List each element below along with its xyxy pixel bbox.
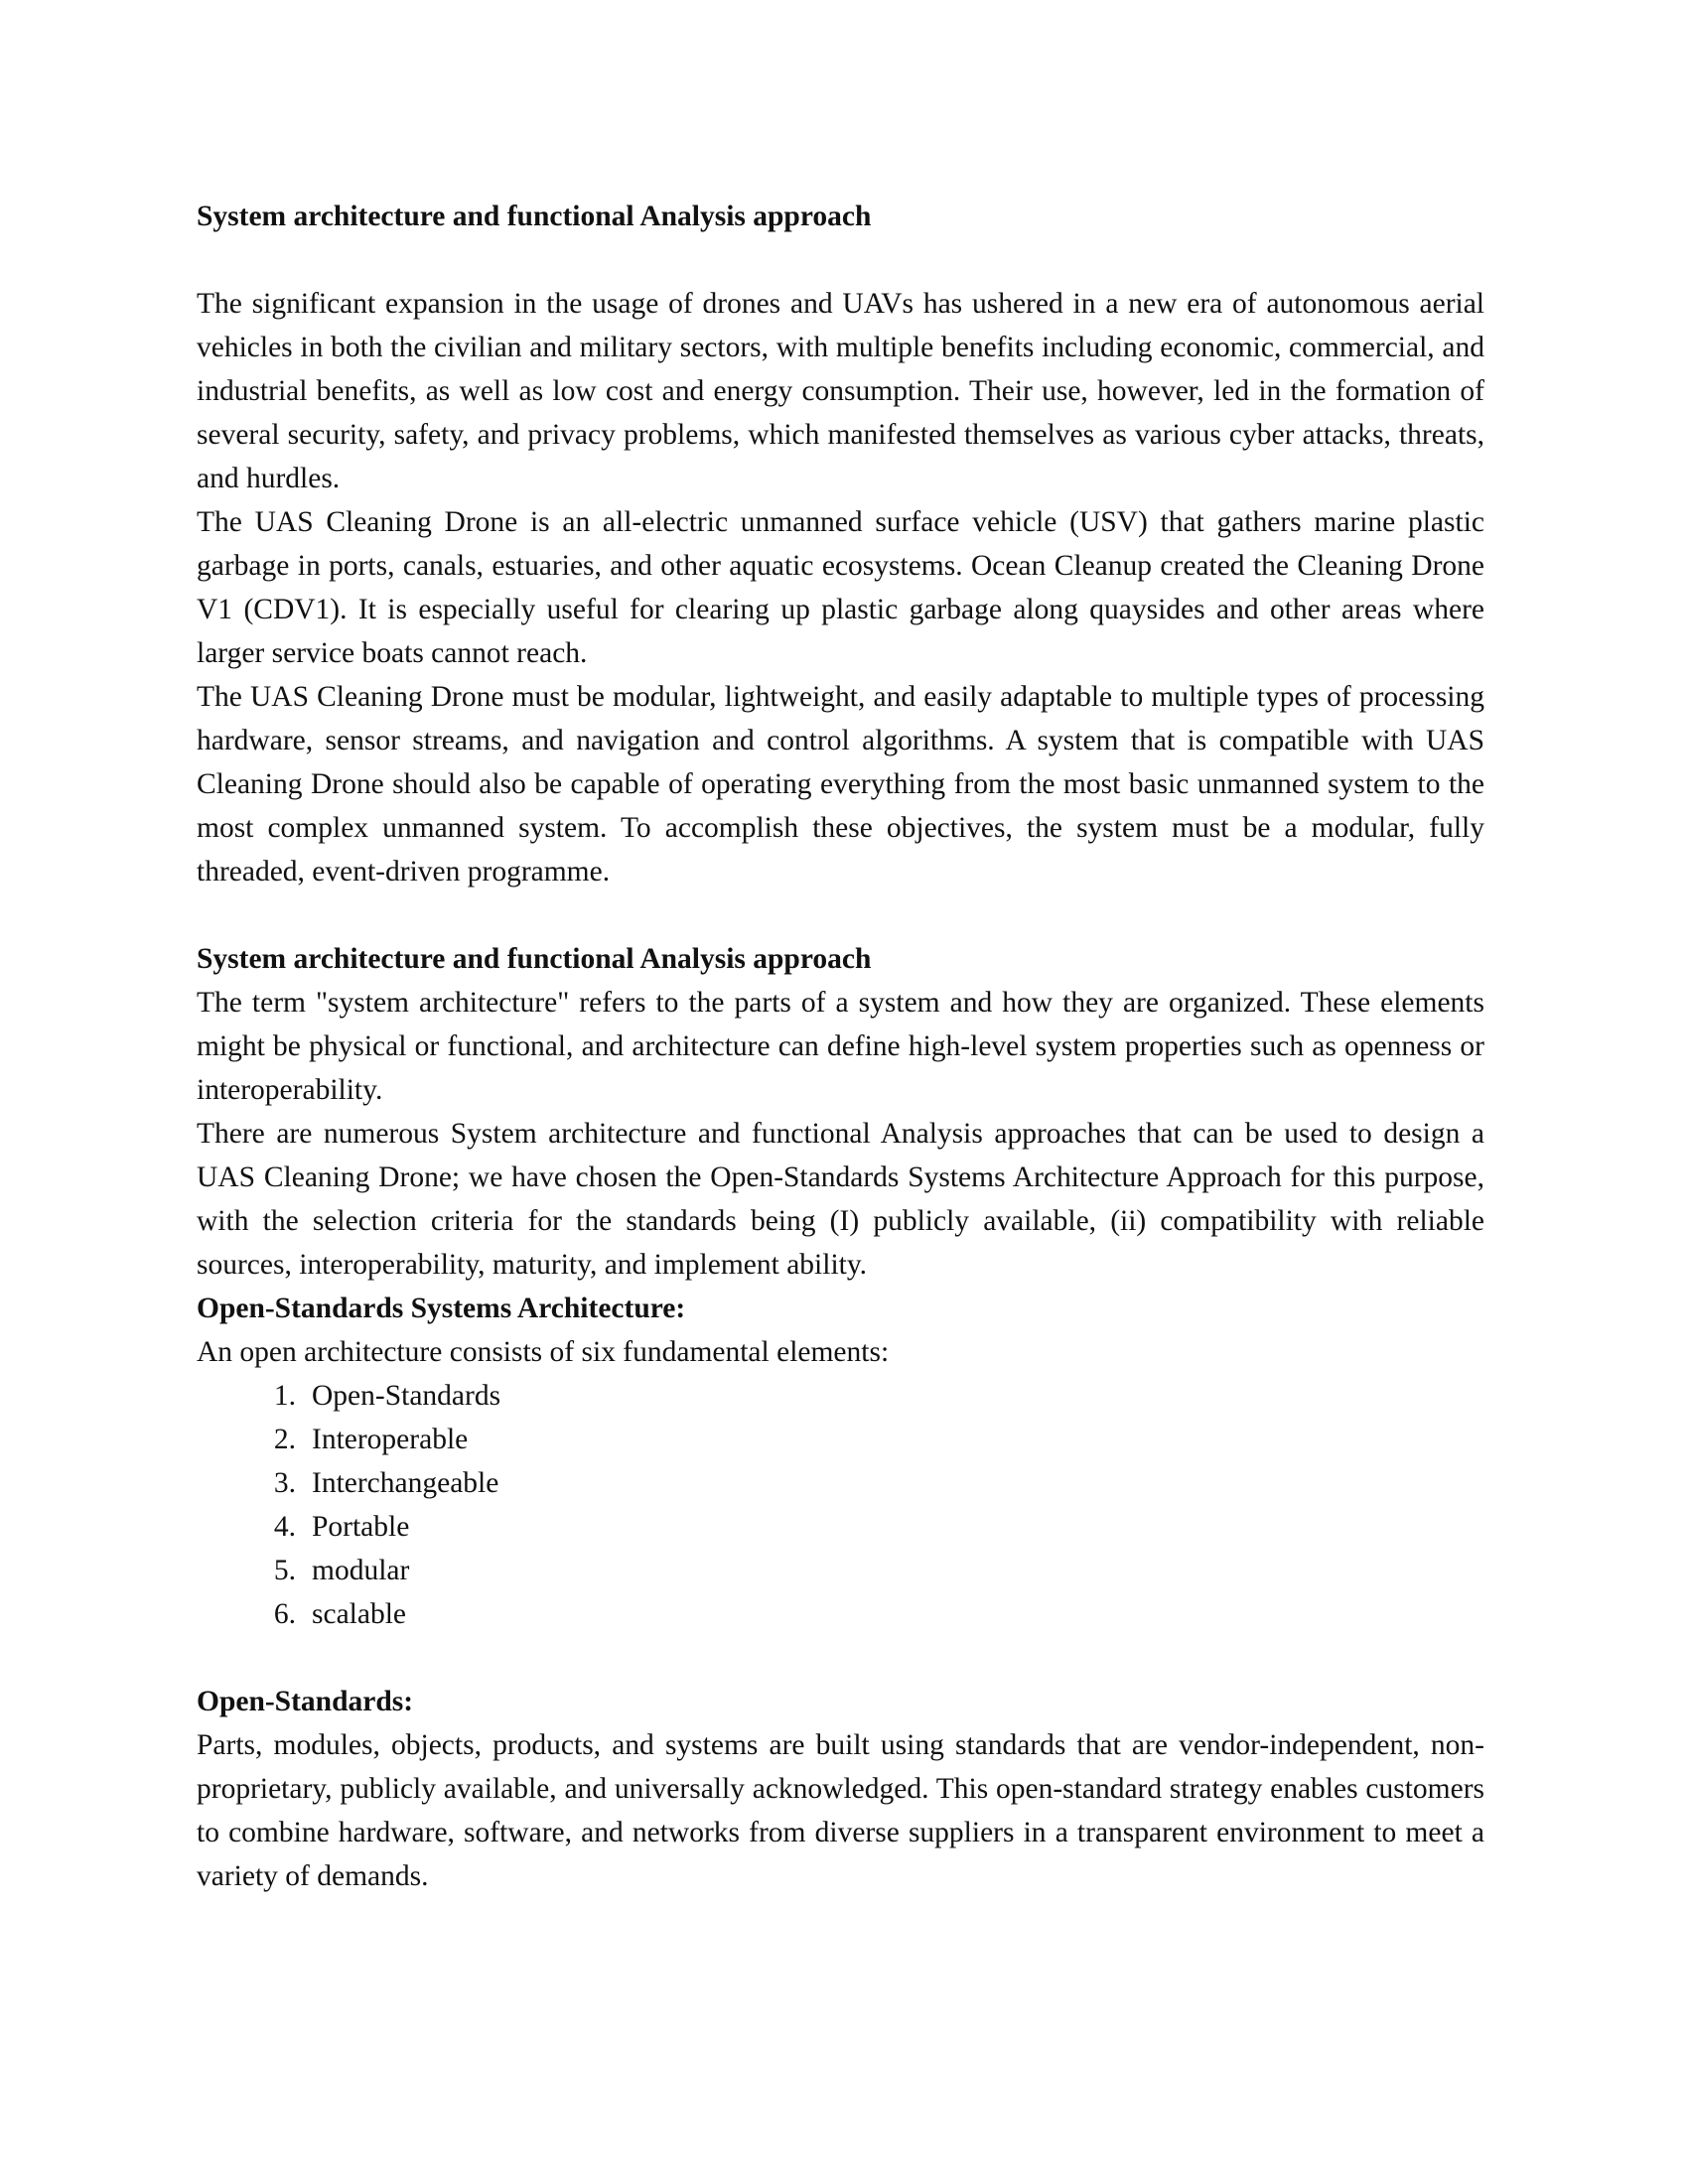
list-item-text: Interchangeable bbox=[312, 1467, 499, 1499]
list-item bbox=[197, 1592, 1484, 1636]
paragraph-drones-expansion: The significant expansion in the usage of drones and UAVs has ushered in a new era of autonomous aerial vehicles in both the civilian and military sectors, with multiple benefits including economic, commercial, and industrial benefits, as well as low cost and energy consumption. Their use, however, led in the formation of several security, safety, and privacy problems, which manifested themselves as various cyber attacks, threats, and hurdles. bbox=[197, 288, 1484, 494]
list-item bbox=[197, 1549, 1484, 1592]
section-heading-open-standards: Open-Standards: bbox=[197, 1686, 414, 1717]
list-item-text: Open-Standards bbox=[312, 1380, 501, 1412]
document-page bbox=[197, 195, 1484, 1898]
list-item-text: Interoperable bbox=[312, 1424, 469, 1455]
list-item bbox=[197, 1505, 1484, 1549]
list-item-number: 4. bbox=[273, 1511, 296, 1543]
section-heading-architecture: System architecture and functional Analysis approach bbox=[197, 943, 872, 975]
paragraph-open-standards-definition: Parts, modules, objects, products, and systems are built using standards that are vendor-independent, non-proprietary, publicly available, and universally acknowledged. This open-standard strategy enables customers to combine hardware, software, and networks from diverse suppliers in a transparent environment to meet a variety of demands. bbox=[197, 1729, 1484, 1892]
list-item bbox=[197, 1461, 1484, 1505]
list-item-text: modular bbox=[312, 1555, 410, 1586]
list-item-number: 2. bbox=[273, 1424, 296, 1455]
list-item-text: Portable bbox=[312, 1511, 410, 1543]
list-item-number: 6. bbox=[273, 1598, 296, 1630]
list-item-number: 5. bbox=[273, 1555, 296, 1586]
elements-list bbox=[197, 1374, 1484, 1636]
paragraph-six-elements-intro: An open architecture consists of six fundamental elements: bbox=[197, 1336, 890, 1368]
paragraph-system-architecture-definition: The term "system architecture" refers to the parts of a system and how they are organized. These elements might be physical or functional, and architecture can define high-level system properties such as openness or interoperability. bbox=[197, 987, 1484, 1106]
section-heading-open-standards-architecture: Open-Standards Systems Architecture: bbox=[197, 1293, 686, 1324]
list-item bbox=[197, 1418, 1484, 1461]
list-item-number: 1. bbox=[273, 1380, 296, 1412]
list-item-text: scalable bbox=[312, 1598, 406, 1630]
list-item bbox=[197, 1374, 1484, 1418]
paragraph-modular-requirements: The UAS Cleaning Drone must be modular, lightweight, and easily adaptable to multiple types of processing hardware, sensor streams, and navigation and control algorithms. A system that is compatible with UAS Cleaning Drone should also be capable of operating everything from the most basic unmanned system to the most complex unmanned system. To accomplish these objectives, the system must be a modular, fully threaded, event-driven programme. bbox=[197, 681, 1484, 887]
section-heading-intro: System architecture and functional Analysis approach bbox=[197, 201, 872, 232]
list-item-number: 3. bbox=[273, 1467, 296, 1499]
paragraph-cleaning-drone-usv: The UAS Cleaning Drone is an all-electric unmanned surface vehicle (USV) that gathers marine plastic garbage in ports, canals, estuaries, and other aquatic ecosystems. Ocean Cleanup created the Cleaning Drone V1 (CDV1). It is especially useful for clearing up plastic garbage along quaysides and other areas where larger service boats cannot reach. bbox=[197, 506, 1484, 669]
paragraph-approach-selection: There are numerous System architecture and functional Analysis approaches that can be used to design a UAS Cleaning Drone; we have chosen the Open-Standards Systems Architecture Approach for this purpose, with the selection criteria for the standards being (I) publicly available, (ii) compatibility with reliable sources, interoperability, maturity, and implement ability. bbox=[197, 1118, 1484, 1281]
